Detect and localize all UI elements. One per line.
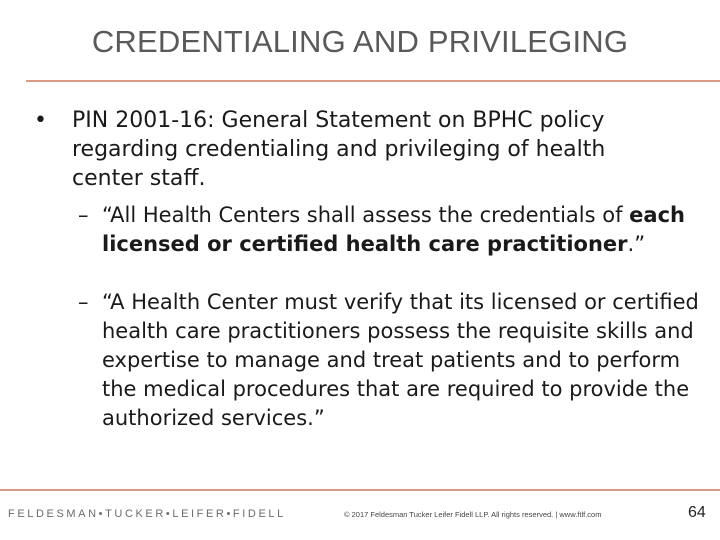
copyright-notice: © 2017 Feldesman Tucker Leifer Fidell LLP. All rights reserved. | www.ftlf.com — [344, 510, 602, 519]
firm-logo: FELDESMAN•TUCKER•LEIFER•FIDELL — [8, 508, 286, 520]
sub-bullet-1-bold: each licensed or certified health care practitioner — [102, 203, 685, 256]
page-number: 64 — [688, 504, 706, 521]
slide-title: CREDENTIALING AND PRIVILEGING — [91, 24, 629, 59]
sub-bullet-1-part2: .” — [627, 232, 646, 256]
footer-divider — [0, 489, 720, 491]
title-divider — [26, 80, 720, 82]
dash-marker-2: – — [78, 290, 89, 314]
sub-bullet-1 — [102, 201, 702, 259]
sub-bullet-1-part1: “All Health Centers shall assess the credentials of — [102, 203, 630, 227]
dash-marker-1: – — [78, 203, 89, 227]
bullet-text: PIN 2001-16: General Statement on BPHC policy regarding credentialing and privileging of health center staff. — [72, 108, 606, 191]
bullet-marker: • — [34, 108, 47, 133]
sub-bullet-2: “A Health Center must verify that its licensed or certified health care practitioners possess the requisite skills and expertise to manage and treat patients and to perform the medical procedures that are required to provide the authorized services.” — [102, 290, 699, 430]
